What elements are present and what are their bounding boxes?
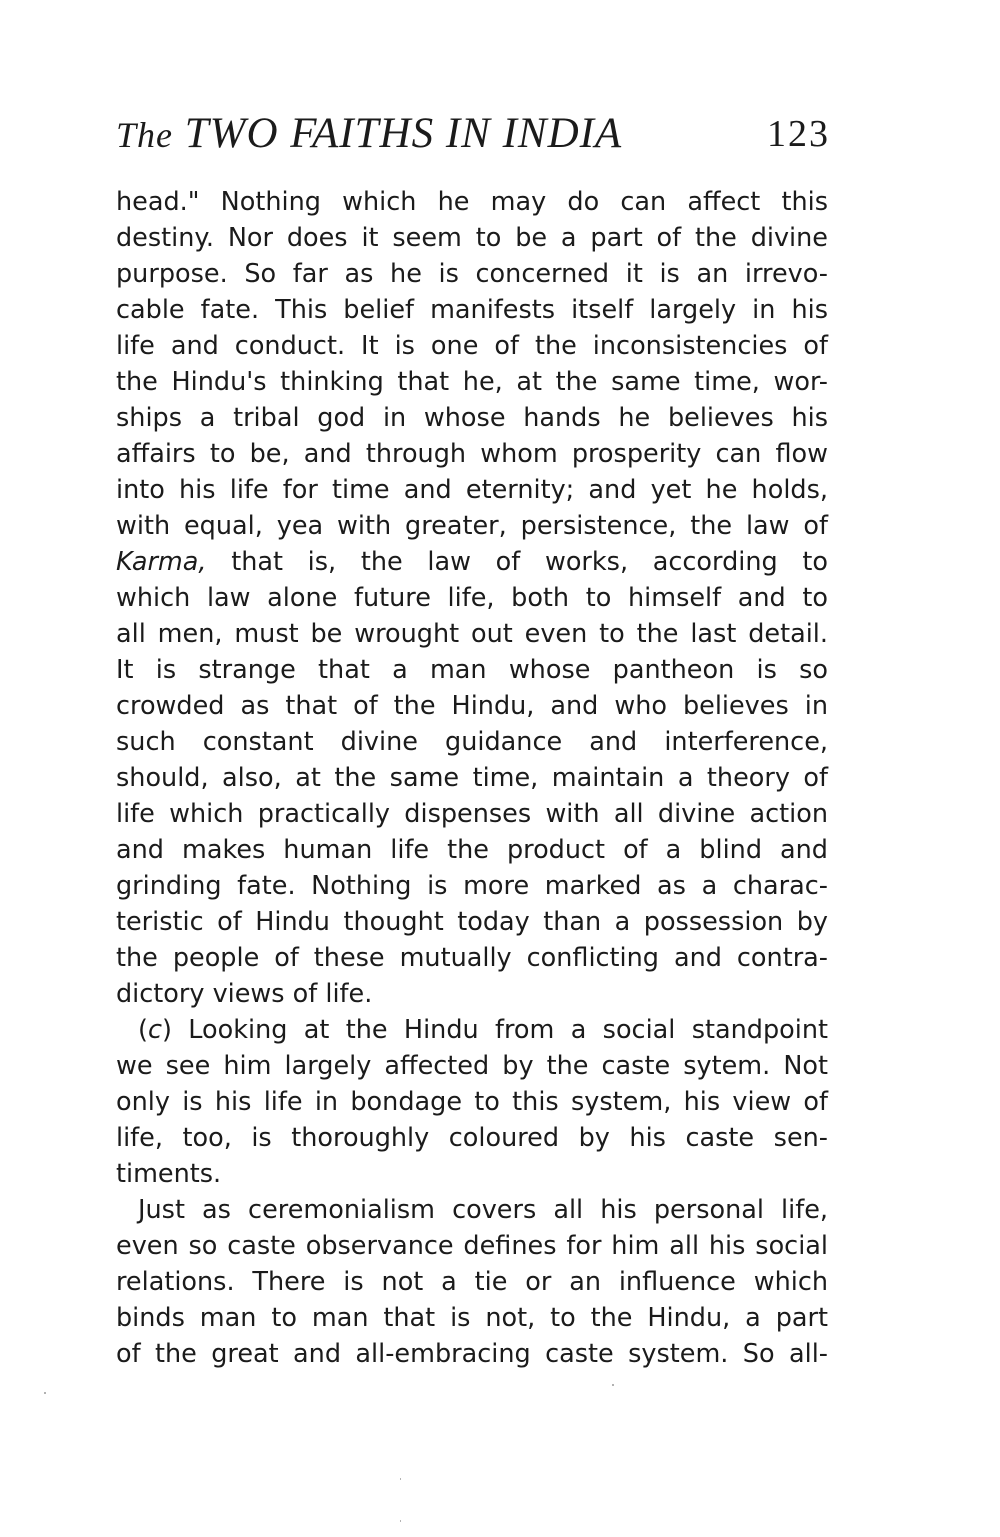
running-title: [116, 104, 622, 165]
text-line: life which practically dispenses with all divine action: [116, 799, 828, 829]
text-line: we see him largely affected by the caste sytem. Not: [116, 1051, 828, 1081]
text-line: the Hindu's thinking that he, at the same time, wor-: [116, 367, 828, 397]
scan-speck: [400, 1520, 401, 1522]
text-line: such constant divine guidance and interference,: [116, 727, 828, 757]
text-line: cable fate. This belief manifests itself largely in his: [116, 295, 828, 325]
text-fragment: that is, the law of works, according to: [206, 547, 828, 577]
text-line: life and conduct. It is one of the inconsistencies of: [116, 331, 828, 361]
text-line: and makes human life the product of a blind and: [116, 835, 828, 865]
text-line: into his life for time and eternity; and yet he holds,: [116, 475, 828, 505]
text-line: the people of these mutually conflicting and contra-: [116, 943, 828, 973]
text-line: of the great and all-embracing caste system. So all-: [116, 1339, 828, 1369]
scan-speck: [612, 1384, 614, 1386]
text-line: teristic of Hindu thought today than a possession by: [116, 907, 828, 937]
text-line: dictory views of life.: [116, 979, 373, 1009]
body-text: [116, 184, 828, 1372]
section-marker-open: (: [138, 1015, 148, 1045]
italic-term-karma: Karma,: [116, 547, 207, 577]
text-line: all men, must be wrought out even to the last detail.: [116, 619, 828, 649]
text-line: grinding fate. Nothing is more marked as a charac-: [116, 871, 828, 901]
text-line: crowded as that of the Hindu, and who believes in: [116, 691, 828, 721]
text-line: ships a tribal god in whose hands he believes his: [116, 403, 828, 433]
text-line: [116, 544, 828, 580]
text-line: destiny. Nor does it seem to be a part of the divine: [116, 223, 828, 253]
text-line: It is strange that a man whose pantheon is so: [116, 655, 828, 685]
running-title-the: The: [116, 115, 173, 155]
text-line: which law alone future life, both to himself and to: [116, 583, 828, 613]
running-title-main: TWO FAITHS IN INDIA: [184, 110, 623, 157]
text-line: purpose. So far as he is concerned it is an irrevo-: [116, 259, 828, 289]
text-line: only is his life in bondage to this system, his view of: [116, 1087, 828, 1117]
text-line: should, also, at the same time, maintain a theory of: [116, 763, 828, 793]
text-line: Just as ceremonialism covers all his personal life,: [138, 1195, 828, 1225]
text-line: [116, 1012, 828, 1048]
running-head: [116, 104, 830, 164]
text-line: head." Nothing which he may do can affect this: [116, 187, 828, 217]
section-marker-letter: c: [147, 1015, 162, 1045]
text-line: relations. There is not a tie or an influence which: [116, 1267, 828, 1297]
scan-speck: [400, 1478, 401, 1480]
scan-speck: [44, 1392, 46, 1394]
text-fragment: Looking at the Hindu from a social standpoint: [171, 1015, 828, 1045]
text-line: affairs to be, and through whom prosperity can flow: [116, 439, 828, 469]
text-line: even so caste observance defines for him all his social: [116, 1231, 828, 1261]
text-line: life, too, is thoroughly coloured by his caste sen-: [116, 1123, 828, 1153]
text-line: binds man to man that is not, to the Hindu, a part: [116, 1303, 828, 1333]
text-line: timents.: [116, 1159, 222, 1189]
section-marker-close: ): [161, 1015, 172, 1045]
page-number: 123: [767, 113, 830, 155]
text-line: with equal, yea with greater, persistence, the law of: [116, 511, 828, 541]
